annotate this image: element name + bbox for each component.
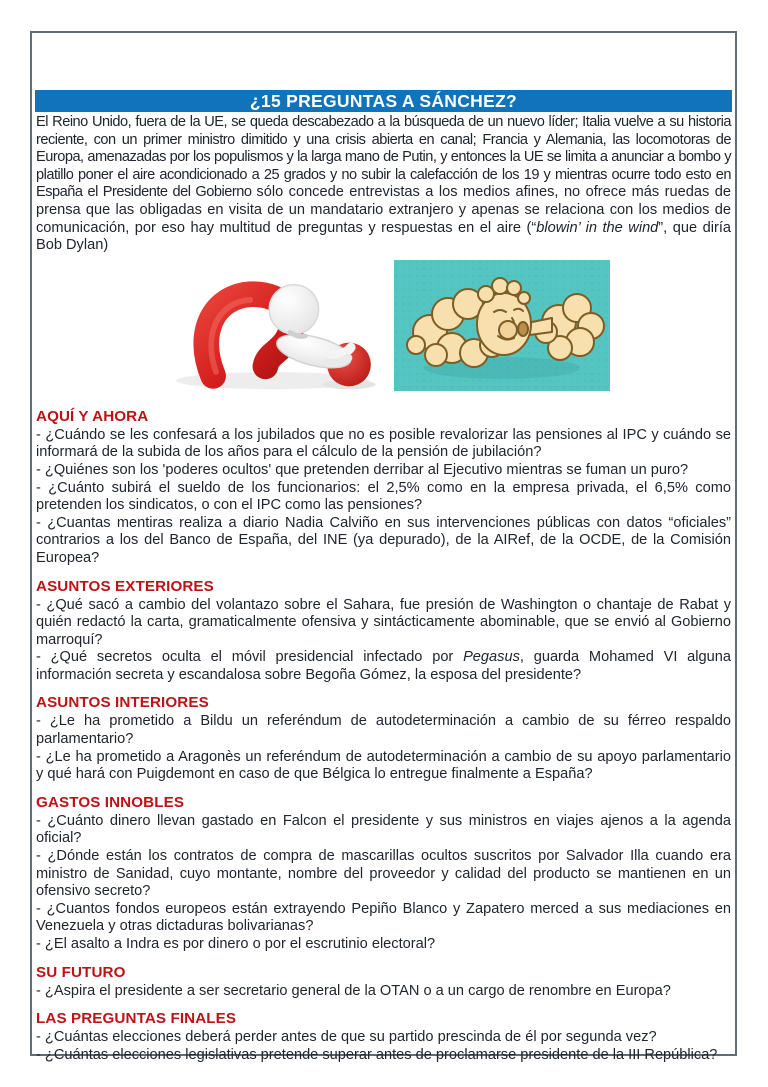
question-section (35, 964, 732, 1001)
section-heading: AQUÍ Y AHORA (36, 407, 149, 425)
section-heading: GASTOS INNOBLES (36, 793, 185, 811)
illustrations-row (35, 260, 732, 398)
section-heading: ASUNTOS EXTERIORES (36, 577, 214, 595)
intro-paragraph (36, 114, 731, 255)
question-section (35, 578, 732, 685)
intro-text-condensed: El Reino Unido, fuera de la UE, se queda descabezado a la búsqueda de un nuevo líder; Italia vuelve a su historia reciente, con un primer ministro dimitido y una crisis abierta en canal; Francia y Alemania, las locomotoras de Europa, amenazadas por los populismos y la larga mano de Putin, y entonces la UE se limita a anunciar a bombo y platillo poner el aire acondicionado a 25 grados y no subir la calefacción de los 19 y mientras ocurre todo esto en España el Presidente del Gobierno (36, 114, 731, 201)
wind-blowing-clouds-icon (394, 260, 610, 391)
question-item: - ¿Cuantos fondos europeos están extrayendo Pepiño Blanco y Zapatero merced a sus mediaciones en Venezuela y otras dictaduras bolivarianas? (36, 900, 731, 935)
question-item: - ¿Cuántas elecciones deberá perder antes de que su partido prescinda de él por segunda vez? (36, 1029, 657, 1046)
question-sections (35, 408, 732, 1065)
question-item: - ¿Le ha prometido a Aragonès un referéndum de autodeterminación a cambio de su apoyo parlamentario y qué hará con Puigdemont en caso de que Bélgica lo entregue finalmente a España? (36, 748, 731, 783)
question-item: - ¿Qué secretos oculta el móvil presidencial infectado por Pegasus, guarda Mohamed VI alguna información secreta y escandalosa sobre Begoña Gómez, la esposa del presidente? (36, 649, 731, 683)
question-item: - ¿Cuánto subirá el sueldo de los funcionarios: el 2,5% como en la empresa privada, el 6,5% como pretenden los sindicatos, o con el IPC como las pensiones? (36, 479, 731, 514)
question-item: - ¿Qué sacó a cambio del volantazo sobre el Sahara, fue presión de Washington o chantaje de Rabat y quién redactó la carta, gramaticalmente ofensiva y sintácticamente abominable, que se envió al Gobierno marroquí? (36, 596, 731, 648)
question-item: - ¿Cuánto dinero llevan gastado en Falcon el presidente y sus ministros en viajes ajenos a la agenda oficial? (36, 812, 731, 847)
question-mark-figure-icon (158, 260, 388, 393)
question-item: - ¿Dónde están los contratos de compra de mascarillas ocultos suscritos por Salvador Illa cuando era ministro de Sanidad, cuyo montante, nombre del proveedor y calidad del producto se mantienen en un ofensivo secreto? (36, 848, 731, 900)
question-item: - ¿Cuántas elecciones legislativas pretende superar antes de proclamarse presidente de la III República? (36, 1046, 718, 1063)
question-section (35, 408, 732, 568)
section-heading: SU FUTURO (36, 963, 126, 981)
intro-text-italic: blowin’ in the wind (536, 219, 659, 236)
question-section (35, 694, 732, 783)
intro-text-closing: ”, que diría Bob Dylan) (36, 219, 731, 254)
section-heading: ASUNTOS INTERIORES (36, 694, 209, 712)
question-item: - ¿Quiénes son los 'poderes ocultos' que pretenden derribar al Ejecutivo mientras se fuman un puro? (36, 461, 689, 478)
page-title: ¿15 PREGUNTAS A SÁNCHEZ? (249, 91, 518, 111)
document-title-bar (35, 90, 732, 112)
intro-text-regular: sólo concede entrevistas a los medios afines, no ofrece más ruedas de prensa que las obligadas en visita de un mandatario extranjero y apenas se relaciona con los medios de comunicación, por eso hay multitud de preguntas y respuestas en el aire (“ (36, 184, 731, 236)
question-mark-figure-image (158, 260, 388, 398)
question-item: - ¿El asalto a Indra es por dinero o por el escrutinio electoral? (36, 936, 436, 952)
question-section (35, 1010, 732, 1064)
question-item: - ¿Aspira el presidente a ser secretario general de la OTAN o a un cargo de renombre en Europa? (36, 982, 671, 999)
question-item: - ¿Le ha prometido a Bildu un referéndum de autodeterminación a cambio de su férreo respaldo parlamentario? (36, 713, 731, 748)
question-item: - ¿Cuantas mentiras realiza a diario Nadia Calviño en sus intervenciones públicas con datos “oficiales” contrarios a los del Banco de España, del INE (ya depurado), de la AIRef, de la OCDE, de la Comisión Europea? (36, 514, 731, 566)
document-page (30, 31, 737, 1063)
question-item: - ¿Cuándo se les confesará a los jubilados que no es posible revalorizar las pensiones al IPC y cuándo se informará de la subida de los años para el cálculo de la pensión de jubilación? (36, 426, 731, 461)
wind-blowing-clouds-image (394, 260, 610, 396)
question-section (35, 794, 732, 954)
section-heading: LAS PREGUNTAS FINALES (36, 1010, 237, 1028)
